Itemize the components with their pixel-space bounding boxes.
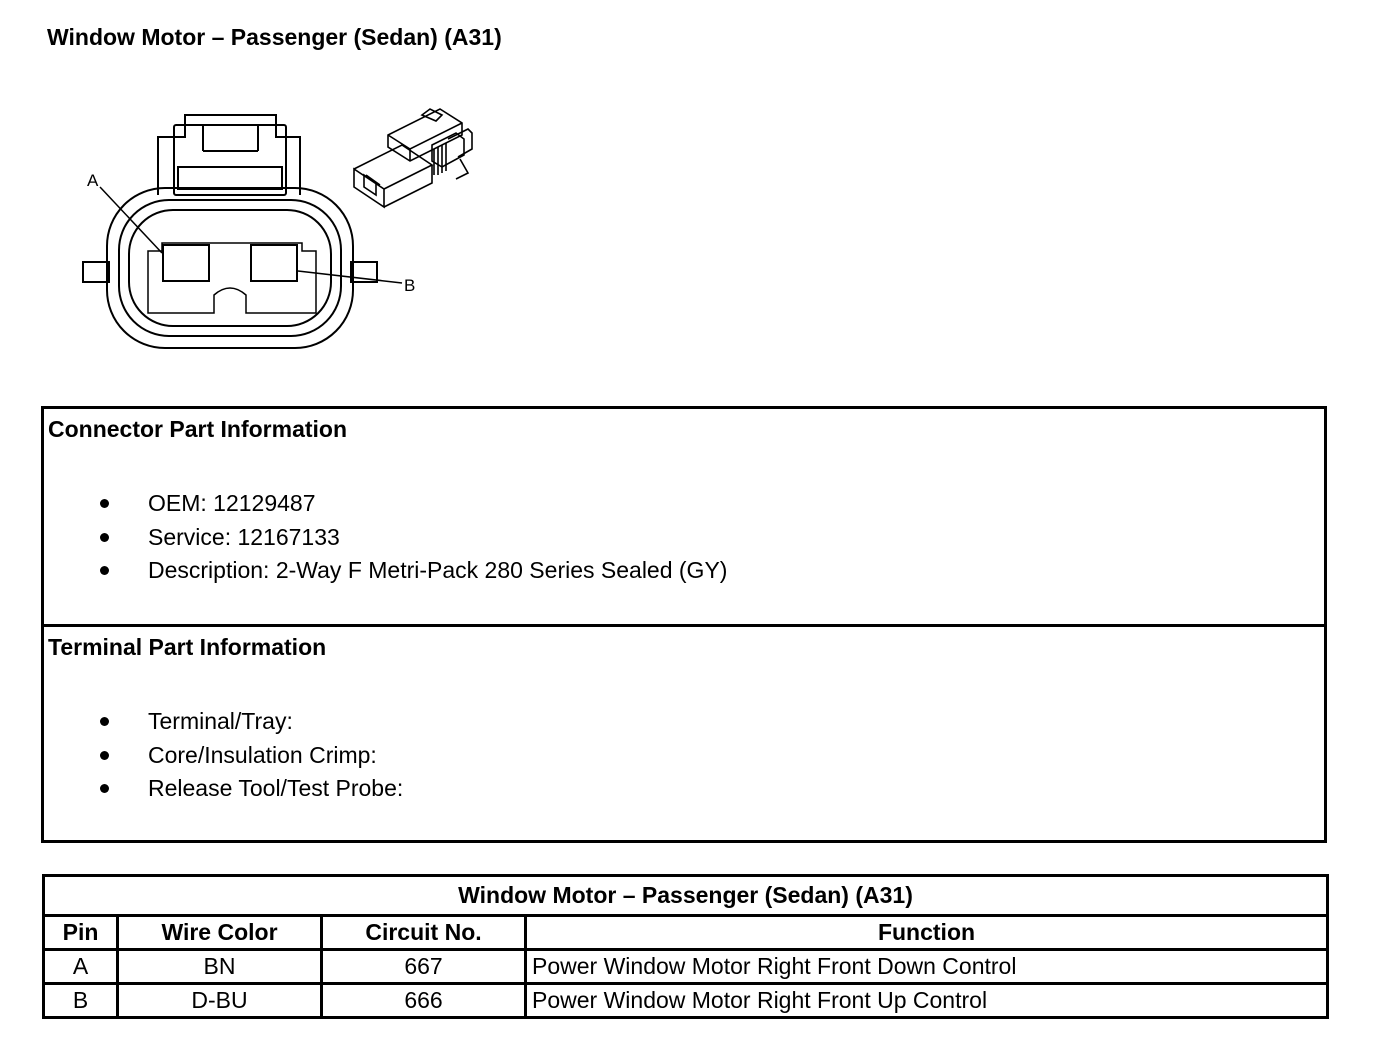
bullet-icon	[100, 533, 109, 542]
pin-table-container	[42, 874, 1326, 1019]
terminal-info-title: Terminal Part Information	[48, 634, 327, 660]
pin-label-a: A	[87, 171, 99, 190]
table-caption-row	[44, 876, 1328, 916]
bullet-icon	[100, 784, 109, 793]
pin-cell: B	[44, 984, 118, 1018]
terminal-cavity-b	[251, 245, 297, 281]
pin-label-b: B	[404, 276, 416, 295]
table-row	[44, 984, 1328, 1018]
function-cell: Power Window Motor Right Front Up Control	[526, 984, 1328, 1018]
bullet-icon	[100, 499, 109, 508]
bullet-icon	[100, 566, 109, 575]
circuit-cell: 666	[322, 984, 526, 1018]
column-header-wire-color: Wire Color	[118, 916, 322, 950]
table-row	[44, 950, 1328, 984]
connector-latch	[158, 115, 300, 195]
pin-cell: A	[44, 950, 118, 984]
column-header-pin: Pin	[44, 916, 118, 950]
pin-table	[42, 874, 1329, 1019]
column-header-circuit: Circuit No.	[322, 916, 526, 950]
connector-part-information: Connector Part Information OEM: 12129487 Service: 12167133 Description: 2-Way F Metri-Pack 280 Series Sealed (GY)	[44, 409, 1324, 627]
connector-ear-left	[83, 262, 109, 282]
column-header-function: Function	[526, 916, 1328, 950]
terminal-part-information: Terminal Part Information Terminal/Tray: Core/Insulation Crimp: Release Tool/Test Probe:	[48, 634, 404, 801]
table-header-row	[44, 916, 1328, 950]
wire-color-cell: BN	[118, 950, 322, 984]
function-cell: Power Window Motor Right Front Down Control	[526, 950, 1328, 984]
connector-diagram	[70, 95, 490, 360]
terminal-cavity-a	[163, 245, 209, 281]
bullet-icon	[100, 751, 109, 760]
page-title: Window Motor – Passenger (Sedan) (A31)	[47, 24, 502, 50]
part-information-box	[41, 406, 1327, 843]
bullet-icon	[100, 717, 109, 726]
wire-color-cell: D-BU	[118, 984, 322, 1018]
table-caption: Window Motor – Passenger (Sedan) (A31)	[44, 876, 1328, 916]
connector-info-title: Connector Part Information	[48, 416, 348, 442]
circuit-cell: 667	[322, 950, 526, 984]
connector-isometric-view	[354, 109, 472, 207]
